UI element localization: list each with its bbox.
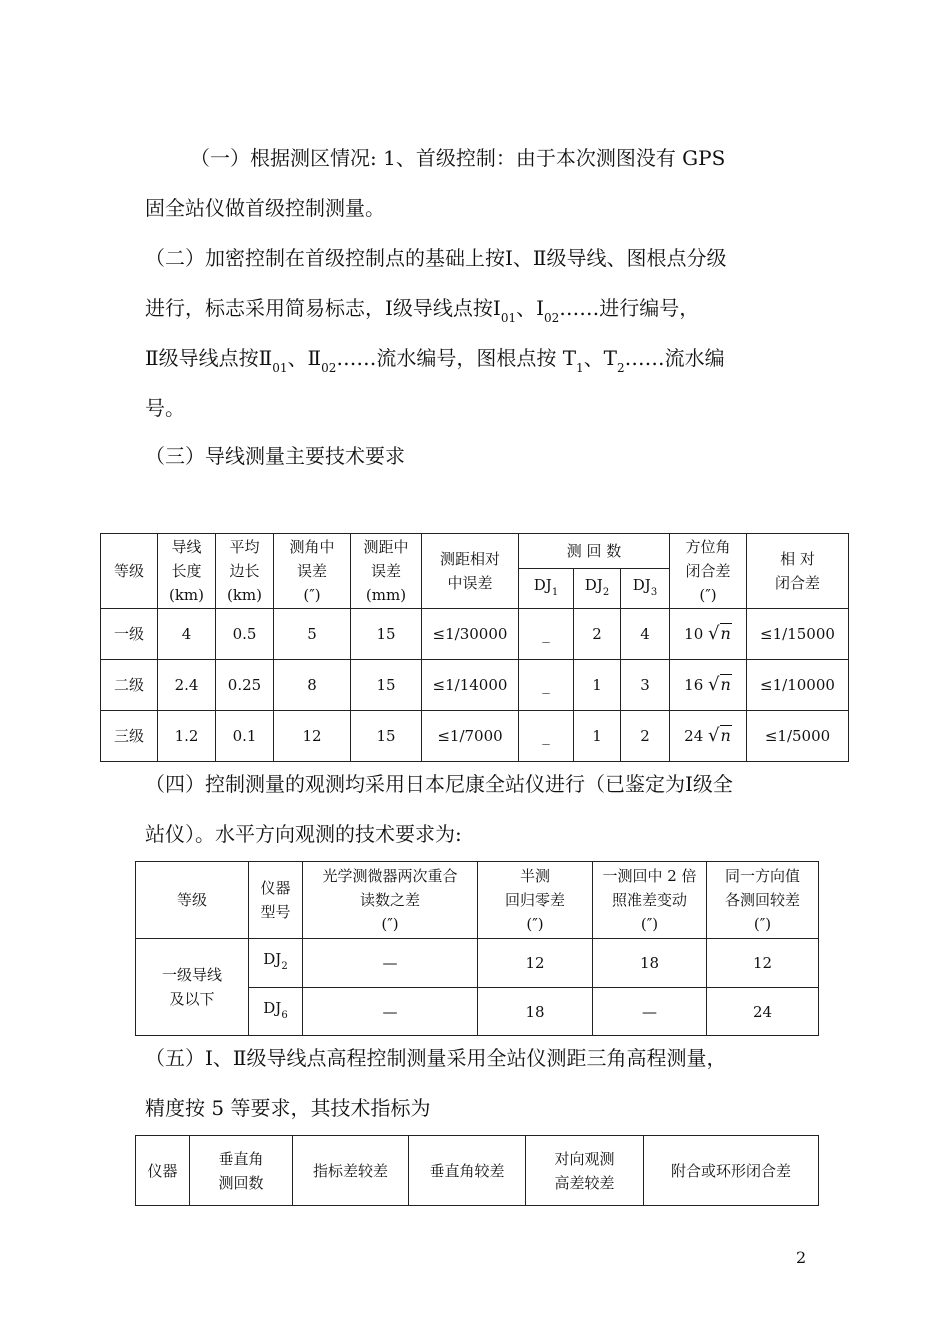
subscript: 2 bbox=[281, 961, 288, 972]
line: 型号 bbox=[260, 903, 291, 921]
cell-2c: — bbox=[593, 988, 707, 1036]
cell-rel: ≤1/30000 bbox=[422, 609, 519, 660]
header-length bbox=[158, 534, 216, 609]
line: (″) bbox=[753, 915, 772, 933]
line: 边长 bbox=[229, 562, 260, 580]
header-grade: 等级 bbox=[136, 862, 249, 939]
header-same-direction bbox=[707, 862, 819, 939]
cell-azimuth bbox=[670, 609, 747, 660]
header-vertical-rounds bbox=[190, 1136, 293, 1206]
cell-half: 12 bbox=[478, 939, 593, 988]
table-row bbox=[101, 711, 849, 762]
text: 、T bbox=[583, 346, 618, 370]
para-4-line-2: 站仪）。水平方向观测的技术要求为: bbox=[145, 822, 462, 846]
cell-model bbox=[249, 988, 303, 1036]
para-2-line-1: （二）加密控制在首级控制点的基础上按Ⅰ、Ⅱ级导线、图根点分级 bbox=[145, 246, 727, 270]
cell-optical: — bbox=[303, 939, 478, 988]
line: 读数之差 bbox=[359, 891, 420, 909]
line: 一测回中 2 倍 bbox=[602, 867, 697, 885]
subscript: 1 bbox=[576, 361, 584, 375]
cell-dist: 15 bbox=[351, 660, 422, 711]
header-half-round bbox=[478, 862, 593, 939]
cell-rel: ≤1/7000 bbox=[422, 711, 519, 762]
line: 垂直角 bbox=[218, 1149, 264, 1168]
text: DJ bbox=[263, 998, 282, 1017]
line: 同一方向值 bbox=[724, 867, 800, 885]
line: 光学测微器两次重合 bbox=[322, 867, 458, 885]
subscript: 01 bbox=[500, 311, 517, 325]
para-5-line-1: （五）Ⅰ、Ⅱ级导线点高程控制测量采用全站仪测距三角高程测量， bbox=[145, 1046, 727, 1070]
subscript: 3 bbox=[650, 586, 658, 598]
table-row bbox=[136, 939, 819, 988]
cell-angle: 8 bbox=[274, 660, 351, 711]
header-azimuth-closure bbox=[670, 534, 747, 609]
para-1-line-1: （一）根据测区情况: 1、首级控制：由于本次测图没有 GPS bbox=[190, 146, 726, 170]
text: 、Ⅱ bbox=[287, 346, 322, 370]
cell-length: 2.4 bbox=[158, 660, 216, 711]
table-row bbox=[101, 609, 849, 660]
subscript: 02 bbox=[544, 311, 560, 325]
line: 照准差变动 bbox=[611, 891, 687, 909]
header-closure: 附合或环形闭合差 bbox=[644, 1136, 819, 1206]
var: n bbox=[720, 726, 731, 745]
line: 及以下 bbox=[169, 990, 215, 1008]
cell-model bbox=[249, 939, 303, 988]
sqrt-icon: √ bbox=[708, 623, 720, 644]
header-instrument: 仪器 bbox=[136, 1136, 190, 1206]
line: 测距相对 bbox=[439, 550, 500, 568]
header-index-diff: 指标差较差 bbox=[293, 1136, 409, 1206]
line: (mm) bbox=[365, 586, 407, 604]
header-distance-error bbox=[351, 534, 422, 609]
header-model bbox=[249, 862, 303, 939]
line: 误差 bbox=[370, 562, 401, 580]
para-5-line-2: 精度按 5 等要求，其技术指标为 bbox=[145, 1096, 431, 1120]
cell-grade bbox=[136, 939, 249, 1036]
cell-side: 0.5 bbox=[216, 609, 274, 660]
subscript: 02 bbox=[321, 361, 337, 375]
line: 平均 bbox=[229, 538, 260, 556]
text: ……流水编号，图根点按 T bbox=[336, 346, 577, 370]
line: 方位角 bbox=[685, 538, 731, 556]
traverse-requirements-table bbox=[100, 533, 849, 762]
coef: 16 bbox=[684, 676, 704, 694]
line: 仪器 bbox=[260, 879, 291, 897]
line: 高差较差 bbox=[554, 1173, 615, 1192]
cell-dj2: 2 bbox=[574, 609, 621, 660]
coef: 24 bbox=[684, 727, 704, 745]
header-relative-error bbox=[422, 534, 519, 609]
para-3: （三）导线测量主要技术要求 bbox=[145, 444, 405, 468]
horizontal-direction-table bbox=[135, 861, 819, 1036]
cell-dj3: 3 bbox=[621, 660, 670, 711]
para-2-line-4: 号。 bbox=[145, 396, 185, 420]
cell-dj3: 4 bbox=[621, 609, 670, 660]
text: DJ bbox=[584, 575, 603, 594]
cell-closure: ≤1/10000 bbox=[747, 660, 849, 711]
text: 进行，标志采用简易标志，Ⅰ级导线点按Ⅰ bbox=[145, 296, 501, 320]
cell-2c: 18 bbox=[593, 939, 707, 988]
cell-azimuth bbox=[670, 711, 747, 762]
cell-side: 0.25 bbox=[216, 660, 274, 711]
cell-dj1: _ bbox=[519, 660, 574, 711]
line: 测距中 bbox=[363, 538, 409, 556]
header-opposite-obs bbox=[526, 1136, 644, 1206]
text: ……进行编号， bbox=[559, 296, 700, 320]
header-dj1 bbox=[519, 569, 574, 609]
line: 对向观测 bbox=[554, 1149, 615, 1168]
cell-same: 24 bbox=[707, 988, 819, 1036]
cell-dj1: _ bbox=[519, 609, 574, 660]
elevation-requirements-table bbox=[135, 1135, 819, 1206]
header-rounds: 测 回 数 bbox=[519, 534, 670, 569]
cell-length: 1.2 bbox=[158, 711, 216, 762]
cell-closure: ≤1/15000 bbox=[747, 609, 849, 660]
header-avg-side bbox=[216, 534, 274, 609]
header-dj2 bbox=[574, 569, 621, 609]
line: 一级导线 bbox=[161, 966, 222, 984]
line: 回归零差 bbox=[504, 891, 565, 909]
line: 各测回较差 bbox=[724, 891, 800, 909]
cell-dist: 15 bbox=[351, 711, 422, 762]
line: 半测 bbox=[519, 867, 550, 885]
cell-grade: 三级 bbox=[101, 711, 158, 762]
subscript: 1 bbox=[551, 586, 559, 598]
header-angle-error bbox=[274, 534, 351, 609]
header-relative-closure bbox=[747, 534, 849, 609]
header-grade: 等级 bbox=[101, 534, 158, 609]
text: 、Ⅰ bbox=[516, 296, 544, 320]
cell-side: 0.1 bbox=[216, 711, 274, 762]
cell-grade: 一级 bbox=[101, 609, 158, 660]
header-2c-variation bbox=[593, 862, 707, 939]
cell-optical: — bbox=[303, 988, 478, 1036]
line: (″) bbox=[526, 915, 544, 933]
text: DJ bbox=[533, 575, 552, 594]
text: DJ bbox=[263, 950, 282, 968]
subscript: 01 bbox=[272, 361, 288, 375]
cell-dj2: 1 bbox=[574, 711, 621, 762]
line: 导线 bbox=[171, 538, 202, 556]
para-1-line-2: 固全站仪做首级控制测量。 bbox=[145, 196, 385, 220]
line: (km) bbox=[168, 586, 205, 604]
para-4-line-1: （四）控制测量的观测均采用日本尼康全站仪进行（已鉴定为Ⅰ级全 bbox=[145, 772, 733, 796]
cell-angle: 12 bbox=[274, 711, 351, 762]
coef: 10 bbox=[684, 625, 704, 643]
line: 长度 bbox=[171, 562, 202, 580]
text: DJ bbox=[632, 575, 651, 594]
var: n bbox=[720, 675, 731, 694]
header-dj3 bbox=[621, 569, 670, 609]
text: Ⅱ级导线点按Ⅱ bbox=[145, 346, 273, 370]
sqrt-icon: √ bbox=[708, 725, 720, 746]
para-2-line-2 bbox=[145, 296, 699, 330]
cell-same: 12 bbox=[707, 939, 819, 988]
cell-dist: 15 bbox=[351, 609, 422, 660]
cell-azimuth bbox=[670, 660, 747, 711]
subscript: 6 bbox=[281, 1009, 288, 1021]
cell-closure: ≤1/5000 bbox=[747, 711, 849, 762]
header-optical bbox=[303, 862, 478, 939]
cell-angle: 5 bbox=[274, 609, 351, 660]
line: 中误差 bbox=[447, 574, 493, 592]
cell-grade: 二级 bbox=[101, 660, 158, 711]
line: (″) bbox=[381, 915, 399, 933]
var: n bbox=[720, 624, 731, 643]
cell-rel: ≤1/14000 bbox=[422, 660, 519, 711]
text: ……流水编 bbox=[624, 346, 725, 370]
line: 测角中 bbox=[289, 538, 335, 556]
subscript: 2 bbox=[602, 586, 610, 598]
para-2-line-3 bbox=[145, 346, 725, 380]
line: 闭合差 bbox=[774, 574, 820, 592]
line: (″) bbox=[640, 915, 659, 933]
cell-dj2: 1 bbox=[574, 660, 621, 711]
line: (″) bbox=[699, 586, 717, 604]
header-vertical-angle-diff: 垂直角较差 bbox=[409, 1136, 526, 1206]
sqrt-icon: √ bbox=[708, 674, 720, 695]
cell-half: 18 bbox=[478, 988, 593, 1036]
cell-length: 4 bbox=[158, 609, 216, 660]
line: 相 对 bbox=[780, 550, 815, 568]
subscript: 2 bbox=[617, 361, 625, 375]
page-number: 2 bbox=[796, 1248, 807, 1267]
cell-dj1: _ bbox=[519, 711, 574, 762]
line: 闭合差 bbox=[685, 562, 731, 580]
table-row bbox=[101, 660, 849, 711]
line: (″) bbox=[303, 586, 321, 604]
line: 测回数 bbox=[218, 1173, 264, 1192]
line: 误差 bbox=[296, 562, 327, 580]
line: (km) bbox=[226, 586, 263, 604]
cell-dj3: 2 bbox=[621, 711, 670, 762]
